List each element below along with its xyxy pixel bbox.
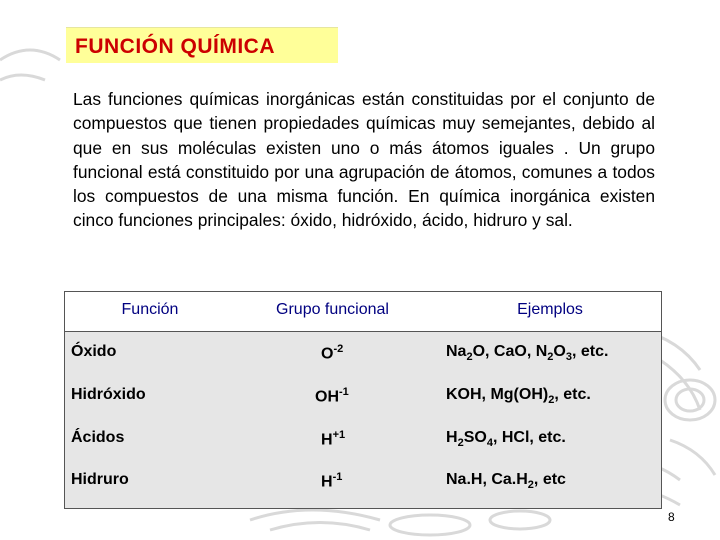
cell-grupo: $H^{-1}$ bbox=[321, 471, 343, 491]
cell-funcion: Hidruro bbox=[71, 471, 129, 488]
cell-ejemplos: Na.H, $Ca.H_2$, etc bbox=[446, 471, 566, 492]
title-box bbox=[66, 27, 338, 63]
header-grupo-funcional: Grupo funcional bbox=[276, 301, 389, 318]
cell-ejemplos: $Na_2O$, CaO, $N_2O_3$, etc. bbox=[446, 343, 609, 364]
cell-funcion: Óxido bbox=[71, 343, 117, 360]
cell-funcion: Hidróxido bbox=[71, 386, 146, 403]
page-title: FUNCIÓN QUÍMICA bbox=[75, 35, 275, 58]
table-header bbox=[64, 291, 662, 332]
cell-grupo: $OH^{-1}$ bbox=[315, 386, 349, 406]
intro-paragraph: Las funciones químicas inorgánicas están constituidas por el conjunto de compuestos que tienen propiedades químicas muy semejantes, debido al que en sus moléculas existen uno o más átomos iguales . Un grupo funcional está constituido por una agrupación de átomos, comunes a todos los compuestos de una misma función. En química inorgánica existen cinco funciones principales: óxido, hidróxido, ácido, hidruro y sal. bbox=[73, 89, 655, 231]
cell-funcion: Ácidos bbox=[71, 429, 125, 446]
cell-ejemplos: KOH, $Mg(OH)_2$, etc. bbox=[446, 386, 591, 407]
table-body bbox=[64, 332, 662, 509]
cell-ejemplos: $H_2SO_4$, HCl, etc. bbox=[446, 429, 566, 450]
header-funcion: Función bbox=[121, 301, 179, 318]
header-ejemplos: Ejemplos bbox=[517, 301, 583, 318]
cell-grupo: $H^{+1}$ bbox=[321, 429, 346, 449]
page-number: 8 bbox=[668, 510, 675, 524]
cell-grupo: $O^{-2}$ bbox=[321, 343, 344, 363]
